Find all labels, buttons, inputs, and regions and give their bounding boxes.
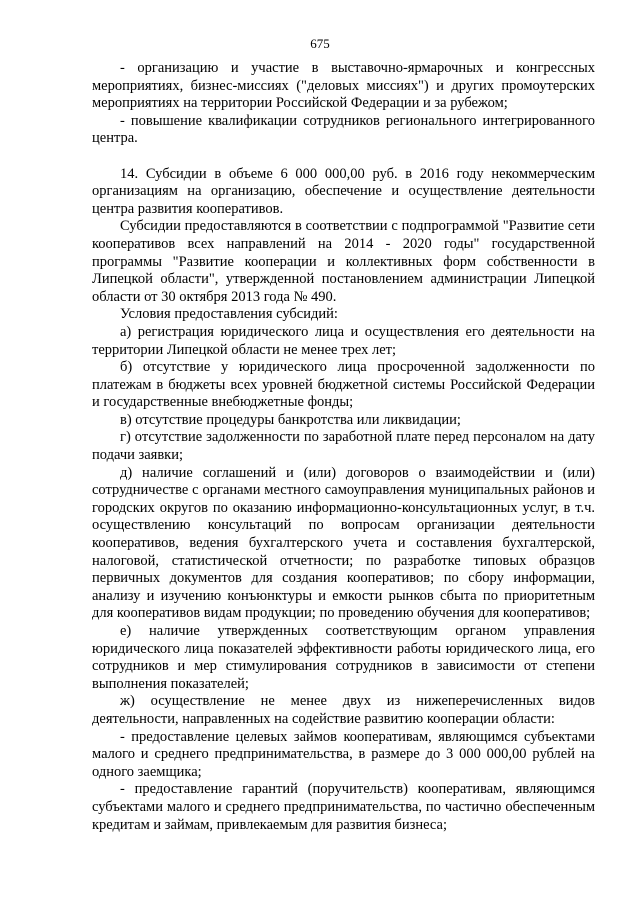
paragraph-loans: - предоставление целевых займов кооперативам, являющимся субъектами малого и среднего предпринимательства, в размере до 3 000 000,00 рублей на одного заемщика; bbox=[92, 728, 595, 780]
paragraph-qualification: - повышение квалификации сотрудников регионального интегрированного центра. bbox=[92, 112, 595, 147]
paragraph-spacer bbox=[92, 148, 595, 166]
paragraph-subsidy-14: 14. Субсидии в объеме 6 000 000,00 руб. в 2016 году некоммерческим организациям на организацию, обеспечение и осуществление деятельности центра развития кооперативов. bbox=[92, 165, 595, 217]
paragraph-condition-v: в) отсутствие процедуры банкротства или ликвидации; bbox=[120, 411, 461, 428]
paragraph-exhibitions: - организацию и участие в выставочно-ярмарочных и конгрессных мероприятиях, бизнес-миссиях ("деловых миссиях") и других промоутерских мероприятиях на территории Российской Федерации и за рубежом; bbox=[92, 60, 595, 112]
paragraph-condition-b: б) отсутствие у юридического лица просроченной задолженности по платежам в бюджеты всех уровней бюджетной системы Российской Федерации и государственные внебюджетные фонды; bbox=[92, 359, 595, 411]
paragraph-condition-d: д) наличие соглашений и (или) договоров о взаимодействии и (или) сотрудничестве с органами местного самоуправления муниципальных районов и городских округов по оказанию информационно-консультационных услуг, в т.ч. осуществлению консультаций по вопросам организации деятельности кооперативов, ведения бухгалтерского учета и составления бухгалтерской, налоговой, статистической отчетности; по разработке типовых образцов первичных документов для создания кооперативов; по сбору информации, анализу и изучению конъюнктуры и емкости рынков сбыта по приоритетным для кооперативов видам продукции; по проведению обучения для кооперативов; bbox=[92, 464, 595, 622]
paragraph-condition-g: г) отсутствие задолженности по заработной плате перед персоналом на дату подачи заявки; bbox=[92, 429, 595, 464]
paragraph-guarantees: - предоставление гарантий (поручительств) кооперативам, являющимся субъектами малого и среднего предпринимательства, по частично обеспеченным кредитам и займам, привлекаемым для развития бизнеса; bbox=[92, 781, 595, 833]
paragraph-condition-a: а) регистрация юридического лица и осуществления его деятельности на территории Липецкой области не менее трех лет; bbox=[92, 323, 595, 358]
paragraph-condition-e: е) наличие утвержденных соответствующим органом управления юридического лица показателей эффективности работы юридического лица, его сотрудников и мер стимулирования сотрудников в зависимости от степени выполнения показателей; bbox=[92, 623, 595, 692]
paragraph-subsidy-basis: Субсидии предоставляются в соответствии с подпрограммой "Развитие сети кооперативов всех направлений на 2014 - 2020 годы" государственной программы "Развитие кооперации и коллективных форм собственности в Липецкой области", утвержденной постановлением администрации Липецкой области от 30 октября 2013 года № 490. bbox=[92, 218, 595, 305]
paragraph-condition-zh: ж) осуществление не менее двух из нижеперечисленных видов деятельности, направленных на содействие развитию кооперации области: bbox=[92, 693, 595, 727]
document-body bbox=[92, 60, 595, 834]
paragraph-conditions-heading: Условия предоставления субсидий: bbox=[120, 306, 338, 323]
page-number: 675 bbox=[310, 36, 330, 51]
